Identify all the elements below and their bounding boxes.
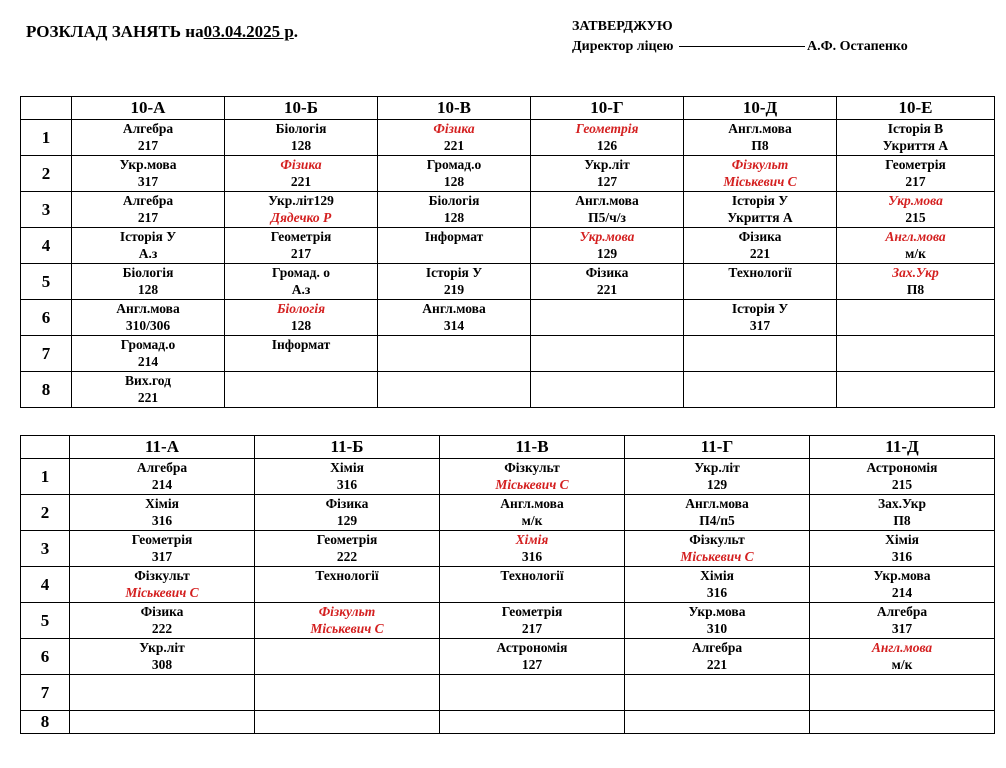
subject-label: Вих.год [125,373,171,388]
grade-10-schedule-table [20,96,995,408]
lesson-cell [837,228,995,264]
lesson-cell [810,459,995,495]
lesson-cell [684,300,837,336]
lesson-number: 2 [21,495,70,531]
lesson-cell [70,639,255,675]
room-or-teacher-label: Міськевич С [125,585,199,600]
room-or-teacher-label: 317 [137,174,159,189]
lesson-cell [684,372,837,408]
lesson-number: 5 [21,603,70,639]
subject-label: Алгебра [136,460,188,475]
subject-label: Алгебра [691,640,743,655]
subject-label: Укр.літ [139,640,185,655]
room-or-teacher-label: 317 [749,318,771,333]
lesson-row [21,336,995,372]
lesson-cell [625,675,810,711]
lesson-cell [255,675,440,711]
lesson-row [21,459,995,495]
subject-label: Фізика [433,121,475,136]
class-header: 10-Г [531,97,684,120]
lesson-cell [72,120,225,156]
room-or-teacher-label: 221 [137,390,159,405]
approval-block [572,17,908,57]
subject-label: Хімія [885,532,919,547]
room-or-teacher-label: 128 [290,318,312,333]
subject-label: Громад. о [272,265,330,280]
room-or-teacher-label: 215 [891,477,913,492]
subject-label: Технології [500,568,564,583]
subject-label: Біологія [428,193,480,208]
subject-label: Інформат [424,229,484,244]
lesson-row [21,495,995,531]
signature-blank [679,46,805,47]
lesson-cell [531,372,684,408]
class-header: 11-Д [810,436,995,459]
subject-label: Фізкульт [504,460,560,475]
lesson-cell [72,192,225,228]
subject-label: Громад.о [120,337,176,352]
lesson-row [21,639,995,675]
subject-label: Укр.мова [688,604,746,619]
room-or-teacher-label: 316 [521,549,543,564]
room-or-teacher-label: 221 [443,138,465,153]
subject-label: Біологія [275,121,327,136]
room-or-teacher-label: 316 [151,513,173,528]
room-or-teacher-label: 222 [151,621,173,636]
lesson-cell [70,675,255,711]
lesson-number: 4 [21,228,72,264]
room-or-teacher-label: 129 [336,513,358,528]
room-or-teacher-label: А.з [138,246,158,261]
room-or-teacher-label: 215 [905,210,926,225]
class-header: 10-А [72,97,225,120]
lesson-cell [378,120,531,156]
lesson-number: 4 [21,567,70,603]
subject-label: Геометрія [501,604,563,619]
lesson-cell [225,372,378,408]
subject-label: Англ.мова [871,640,933,655]
lesson-number: 1 [21,459,70,495]
lesson-number: 7 [21,336,72,372]
lesson-cell [625,495,810,531]
subject-label: Інформат [271,337,331,352]
lesson-row [21,711,995,734]
subject-label: Алгебра [122,193,174,208]
subject-label: Англ.мова [422,301,486,316]
room-or-teacher-label: 214 [891,585,913,600]
subject-label: Укр.мова [873,568,931,583]
room-or-teacher-label: 308 [151,657,173,672]
lesson-number: 6 [21,639,70,675]
approve-signature-line [572,37,908,57]
subject-label: Громад.о [426,157,482,172]
lesson-cell [255,711,440,734]
subject-label: Фізика [140,604,184,619]
room-or-teacher-label: 317 [891,621,913,636]
lesson-cell [378,372,531,408]
subject-label: Алгебра [122,121,174,136]
lesson-cell [531,228,684,264]
class-header: 11-Г [625,436,810,459]
grade-11-schedule-table [20,435,995,734]
lesson-number: 8 [21,372,72,408]
corner-cell [21,97,72,120]
subject-label: Фізика [738,229,782,244]
lesson-cell [225,192,378,228]
title-suffix: . [293,22,299,41]
lesson-cell [810,603,995,639]
room-or-teacher-label: 217 [290,246,312,261]
room-or-teacher-label: 221 [596,282,618,297]
lesson-cell [440,459,625,495]
subject-label: Геометрія [575,121,639,136]
lesson-cell [225,336,378,372]
lesson-cell [440,603,625,639]
lesson-cell [255,531,440,567]
subject-label: Англ.мова [685,496,749,511]
lesson-cell [225,228,378,264]
lesson-row [21,603,995,639]
subject-label: Укр.мова [888,193,943,208]
lesson-cell [810,495,995,531]
lesson-cell [72,264,225,300]
lesson-number: 6 [21,300,72,336]
subject-label: Англ.мова [575,193,639,208]
subject-label: Фізика [585,265,629,280]
lesson-cell [837,192,995,228]
subject-label: Зах.Укр [877,496,927,511]
lesson-cell [378,264,531,300]
lesson-cell [625,531,810,567]
room-or-teacher-label: м/к [905,246,926,261]
subject-label: Історія У [425,265,483,280]
room-or-teacher-label: Укриття А [727,210,793,225]
lesson-cell [225,300,378,336]
lesson-row [21,264,995,300]
lesson-cell [225,120,378,156]
subject-label: Укр.мова [579,229,635,244]
room-or-teacher-label: П8 [906,282,925,297]
room-or-teacher-label: 127 [521,657,543,672]
lesson-cell [625,603,810,639]
subject-label: Хімія [145,496,179,511]
lesson-cell [70,495,255,531]
lesson-row [21,300,995,336]
subject-label: Хімія [515,532,549,547]
room-or-teacher-label: 217 [521,621,543,636]
lesson-row [21,120,995,156]
lesson-cell [440,531,625,567]
subject-label: Фізика [280,157,322,172]
lesson-cell [72,372,225,408]
title-date: 03.04.2025 р [203,22,294,41]
lesson-row [21,156,995,192]
lesson-cell [684,264,837,300]
lesson-cell [625,567,810,603]
room-or-teacher-label: Укриття А [882,138,949,153]
lesson-cell [440,567,625,603]
lesson-cell [684,156,837,192]
lesson-cell [72,336,225,372]
subject-label: Англ.мова [116,301,180,316]
room-or-teacher-label: 128 [443,210,465,225]
subject-label: Фізкульт [318,604,376,619]
room-or-teacher-label: 221 [706,657,728,672]
room-or-teacher-label: 316 [891,549,913,564]
lesson-cell [255,567,440,603]
room-or-teacher-label: Міськевич С [680,549,754,564]
subject-label: Укр.літ [584,157,630,172]
lesson-cell [531,156,684,192]
room-or-teacher-label: 217 [137,138,159,153]
approve-role: Директор ліцею [572,39,674,54]
room-or-teacher-label: м/к [521,513,543,528]
lesson-number: 5 [21,264,72,300]
subject-label: Астрономія [496,640,568,655]
room-or-teacher-label: 217 [905,174,926,189]
subject-label: Історія У [119,229,177,244]
header-row [21,97,995,120]
room-or-teacher-label: П8 [893,513,911,528]
lesson-cell [70,567,255,603]
room-or-teacher-label: 214 [137,354,159,369]
subject-label: Технології [315,568,379,583]
lesson-cell [625,459,810,495]
lesson-number: 3 [21,192,72,228]
room-or-teacher-label: 222 [336,549,358,564]
room-or-teacher-label: 128 [290,138,312,153]
class-header: 10-Е [837,97,995,120]
room-or-teacher-label: 126 [596,138,618,153]
lesson-cell [225,156,378,192]
subject-label: Астрономія [866,460,938,475]
subject-label: Фізика [325,496,369,511]
room-or-teacher-label: П8 [751,138,769,153]
subject-label: Англ.мова [728,121,792,136]
lesson-cell [531,300,684,336]
room-or-teacher-label: 129 [706,477,728,492]
lesson-cell [531,192,684,228]
lesson-number: 8 [21,711,70,734]
lesson-cell [440,711,625,734]
lesson-row [21,567,995,603]
lesson-cell [625,639,810,675]
room-or-teacher-label: м/к [891,657,913,672]
lesson-cell [440,495,625,531]
subject-label: Технології [728,265,792,280]
lesson-cell [440,639,625,675]
room-or-teacher-label: 128 [443,174,465,189]
room-or-teacher-label: Міськевич С [310,621,384,636]
subject-label: Англ.мова [500,496,564,511]
lesson-cell [378,192,531,228]
lesson-cell [378,228,531,264]
lesson-cell [72,300,225,336]
lesson-cell [810,711,995,734]
lesson-cell [225,264,378,300]
subject-label: Фізкульт [134,568,190,583]
approve-title: ЗАТВЕРДЖУЮ [572,19,673,34]
room-or-teacher-label: Міськевич С [495,477,569,492]
subject-label: Історія В [887,121,944,136]
lesson-cell [684,336,837,372]
subject-label: Геометрія [270,229,332,244]
room-or-teacher-label: 310/306 [125,318,171,333]
room-or-teacher-label: 221 [749,246,771,261]
lesson-cell [70,531,255,567]
lesson-row [21,531,995,567]
class-header: 11-Б [255,436,440,459]
lesson-number: 1 [21,120,72,156]
room-or-teacher-label: 219 [443,282,465,297]
lesson-cell [625,711,810,734]
subject-label: Укр.мова [119,157,177,172]
lesson-cell [684,228,837,264]
subject-label: Геометрія [131,532,193,547]
lesson-number: 3 [21,531,70,567]
lesson-cell [72,228,225,264]
subject-label: Англ.мова [885,229,946,244]
lesson-cell [684,120,837,156]
class-header: 10-В [378,97,531,120]
room-or-teacher-label: Дядечко Р [270,210,332,225]
subject-label: Біологія [122,265,174,280]
lesson-row [21,228,995,264]
lesson-cell [70,711,255,734]
room-or-teacher-label: Міськевич С [723,174,797,189]
lesson-cell [70,603,255,639]
subject-label: Зах.Укр [892,265,939,280]
approve-name: А.Ф. Остапенко [806,39,908,54]
subject-label: Укр.літ [694,460,740,475]
class-header: 11-А [70,436,255,459]
subject-label: Хімія [700,568,734,583]
room-or-teacher-label: 214 [151,477,173,492]
room-or-teacher-label: 316 [706,585,728,600]
subject-label: Історія У [731,193,789,208]
lesson-cell [810,567,995,603]
class-header: 10-Д [684,97,837,120]
lesson-cell [531,120,684,156]
room-or-teacher-label: А.з [291,282,311,297]
subject-label: Хімія [330,460,364,475]
room-or-teacher-label: 221 [290,174,312,189]
subject-label: Фізкульт [731,157,789,172]
subject-label: Біологія [276,301,326,316]
subject-label: Геометрія [885,157,946,172]
lesson-cell [810,639,995,675]
class-header: 11-В [440,436,625,459]
room-or-teacher-label: 314 [443,318,465,333]
lesson-number: 2 [21,156,72,192]
lesson-cell [837,300,995,336]
lesson-cell [255,495,440,531]
subject-label: Укр.літ129 [268,193,334,208]
subject-label: Геометрія [316,532,378,547]
lesson-cell [440,675,625,711]
subject-label: Алгебра [876,604,928,619]
room-or-teacher-label: 317 [151,549,173,564]
room-or-teacher-label: П4/п5 [699,513,735,528]
room-or-teacher-label: 310 [706,621,728,636]
lesson-number: 7 [21,675,70,711]
room-or-teacher-label: 316 [336,477,358,492]
lesson-cell [378,300,531,336]
lesson-cell [837,336,995,372]
lesson-cell [70,459,255,495]
lesson-cell [255,639,440,675]
room-or-teacher-label: 217 [137,210,159,225]
lesson-cell [837,264,995,300]
lesson-cell [837,120,995,156]
room-or-teacher-label: 127 [596,174,618,189]
room-or-teacher-label: П5/ч/з [588,210,626,225]
lesson-cell [378,336,531,372]
corner-cell [21,436,70,459]
lesson-row [21,372,995,408]
lesson-cell [837,156,995,192]
lesson-cell [531,336,684,372]
lesson-cell [531,264,684,300]
subject-label: Фізкульт [689,532,745,547]
room-or-teacher-label: 129 [596,246,618,261]
subject-label: Історія У [731,301,789,316]
lesson-cell [255,459,440,495]
schedule-title [26,22,298,42]
lesson-cell [255,603,440,639]
lesson-cell [810,675,995,711]
class-header: 10-Б [225,97,378,120]
lesson-cell [837,372,995,408]
lesson-cell [72,156,225,192]
lesson-cell [810,531,995,567]
lesson-cell [684,192,837,228]
header-row [21,436,995,459]
lesson-cell [378,156,531,192]
lesson-row [21,192,995,228]
lesson-row [21,675,995,711]
title-prefix: РОЗКЛАД ЗАНЯТЬ на [26,22,204,41]
room-or-teacher-label: 128 [137,282,159,297]
